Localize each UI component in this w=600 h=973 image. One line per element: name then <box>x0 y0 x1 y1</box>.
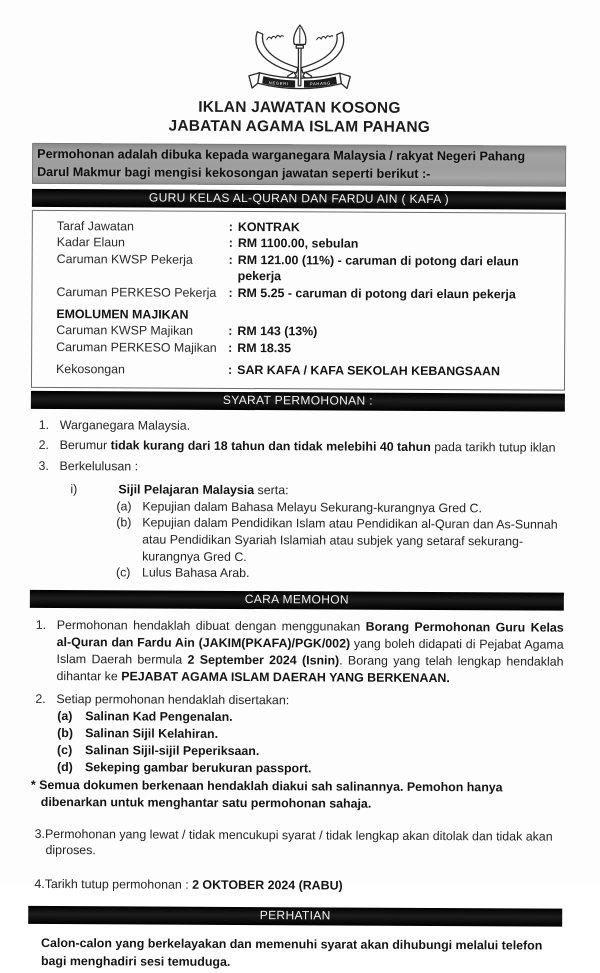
list-marker: (a) <box>116 499 132 514</box>
detail-label: Caruman PERKESO Majikan <box>56 339 217 355</box>
colon-separator: : <box>228 219 233 234</box>
colon-separator: : <box>228 285 233 300</box>
list-marker: 2. <box>35 691 46 706</box>
colon-separator: : <box>228 340 233 355</box>
detail-value: RM 121.00 (11%) - caruman di potong dari elaun pekerja <box>237 252 519 284</box>
syarat-item-3-text: Berkelulusan : <box>59 459 139 474</box>
emolumen-majikan-header: EMOLUMEN MAJIKAN <box>56 307 189 322</box>
syarat-item-3-c-text: Lulus Bahasa Arab. <box>141 565 250 581</box>
cara-item-2-text: Setiap permohonan hendaklah disertakan: <box>56 691 290 708</box>
cara-item-3: 3.Permohonan yang lewat / tidak mencukupi syarat / tidak lengkap akan ditolak dan tidak akan diproses. <box>34 826 553 858</box>
detail-value: KONTRAK <box>237 219 300 235</box>
page-title-line1: IKLAN JAWATAN KOSONG <box>198 98 401 117</box>
cara-item-2-d <box>29 758 563 778</box>
list-marker: 1. <box>35 617 47 632</box>
list-marker: (d) <box>56 759 73 774</box>
detail-label: Taraf Jawatan <box>56 219 134 234</box>
documents-certified-note: * Semua dokumen berkenaan hendaklah diakui sah salinannya. Pemohon hanya dibenarkan untuk menghantar satu permohonan sahaja. <box>30 777 503 811</box>
detail-row-kwsp-pekerja <box>57 251 557 286</box>
cara-item-2-c-text: Salinan Sijil-sijil Peperiksaan. <box>85 742 260 758</box>
detail-value: RM 143 (13%) <box>237 324 318 339</box>
detail-value: RM 1100.00, sebulan <box>237 236 359 252</box>
syarat-permohonan-bar: SYARAT PERMOHONAN : <box>31 391 565 412</box>
syarat-item-3-i <box>30 482 564 501</box>
perhatian-bar: PERHATIAN <box>28 906 562 927</box>
syarat-item-3-b <box>30 514 564 567</box>
colon-separator: : <box>228 363 233 378</box>
syarat-item-3-i-text: Sijil Pelajaran Malaysia serta: <box>118 482 289 498</box>
syarat-item-1-text: Warganegara Malaysia. <box>59 417 191 433</box>
detail-row-perkeso-majikan <box>56 339 556 358</box>
ribbon-text-right: PAHANG <box>309 80 332 87</box>
detail-label: Kekosongan <box>56 362 126 377</box>
list-marker: (b) <box>57 725 74 740</box>
detail-label: Kadar Elaun <box>56 235 125 250</box>
syarat-item-1 <box>31 418 565 437</box>
cara-item-4: 4.Tarikh tutup permohonan : 2 OKTOBER 2024 (RABU) <box>34 876 343 893</box>
position-title-bar: GURU KELAS AL-QURAN DAN FARDU AIN ( KAFA ) <box>32 189 566 210</box>
cara-item-1 <box>29 617 563 688</box>
colon-separator: : <box>228 252 233 267</box>
list-marker: 1. <box>38 417 50 432</box>
cara-item-2-d-text: Sekeping gambar berukuran passport. <box>84 759 312 775</box>
page-title-line2: JABATAN AGAMA ISLAM PAHANG <box>168 117 431 136</box>
detail-row-kekosongan <box>56 361 556 380</box>
list-marker: 2. <box>38 438 50 453</box>
detail-row-perkeso-pekerja <box>56 284 556 303</box>
syarat-item-3 <box>31 459 565 478</box>
syarat-item-3-c <box>30 564 564 583</box>
detail-label: Caruman PERKESO Pekerja <box>56 284 217 300</box>
detail-value: RM 5.25 - caruman di potong dari elaun pekerja <box>237 285 516 302</box>
pahang-state-crest-logo <box>33 0 567 98</box>
interview-contact-note: Calon-calon yang berkelayakan dan memenuhi syarat akan dihubungi melalui telefon bagi menghadiri sesi temuduga. <box>40 936 543 969</box>
list-marker: (a) <box>57 708 73 723</box>
list-marker: 4. <box>34 876 45 891</box>
list-marker: (c) <box>115 565 131 580</box>
cara-item-1-text: Permohonan hendaklah dibuat dengan menggunakan Borang Permohonan Guru Kelas al-Quran dan Fardu Ain (JAKIM(PKAFA)/PGK/002) yang boleh didapati di Pejabat Agama Islam Daerah bermula 2 September 2024 (Isnin). Borang yang telah lengkap hendaklah dihantar ke PEJABAT AGAMA ISLAM DAERAH YANG BERKENAAN. <box>56 617 564 685</box>
job-details-box <box>31 210 566 390</box>
syarat-item-3-a-text: Kepujian dalam Bahasa Melayu Sekurang-kurangnya Gred C. <box>142 499 482 516</box>
syarat-item-2-text: Berumur tidak kurang dari 18 tahun dan tidak melebihi 40 tahun pada tarikh tutup iklan <box>59 438 556 456</box>
state-crest-icon <box>241 22 359 97</box>
list-marker: (b) <box>116 515 132 530</box>
detail-value: RM 18.35 <box>237 340 292 356</box>
asterisk-marker: * <box>30 777 36 792</box>
document-content <box>28 0 567 973</box>
colon-separator: : <box>228 236 233 251</box>
cara-item-2-b-text: Salinan Sijil Kelahiran. <box>85 725 219 741</box>
list-marker: i) <box>70 482 78 497</box>
cara-item-2-a-text: Salinan Kad Pengenalan. <box>85 708 233 724</box>
list-marker: 3. <box>34 826 46 841</box>
cara-memohon-bar: CARA MEMOHON <box>30 590 564 611</box>
syarat-item-2 <box>31 438 565 457</box>
colon-separator: : <box>228 324 233 339</box>
intro-highlight: Permohonan adalah dibuka kepada warganegara Malaysia / rakyat Negeri Pahang Darul Makmur bagi mengisi kekosongan jawatan seperti berikut :- <box>32 143 566 187</box>
list-marker: 3. <box>38 459 49 474</box>
detail-label: Caruman KWSP Majikan <box>56 323 194 339</box>
list-marker: (c) <box>57 742 73 757</box>
syarat-item-3-b-text: Kepujian dalam Pendidikan Islam atau Pendidikan al-Quran dan As-Sunnah atau Pendidikan Syariah Islamiah atau subjek yang setaraf sekurang-kurangnya Gred C. <box>142 515 558 564</box>
detail-value: SAR KAFA / KAFA SEKOLAH KEBANGSAAN <box>237 363 500 379</box>
ribbon-text-left: NEGERI <box>268 80 289 87</box>
detail-label: Caruman KWSP Pekerja <box>56 251 193 267</box>
